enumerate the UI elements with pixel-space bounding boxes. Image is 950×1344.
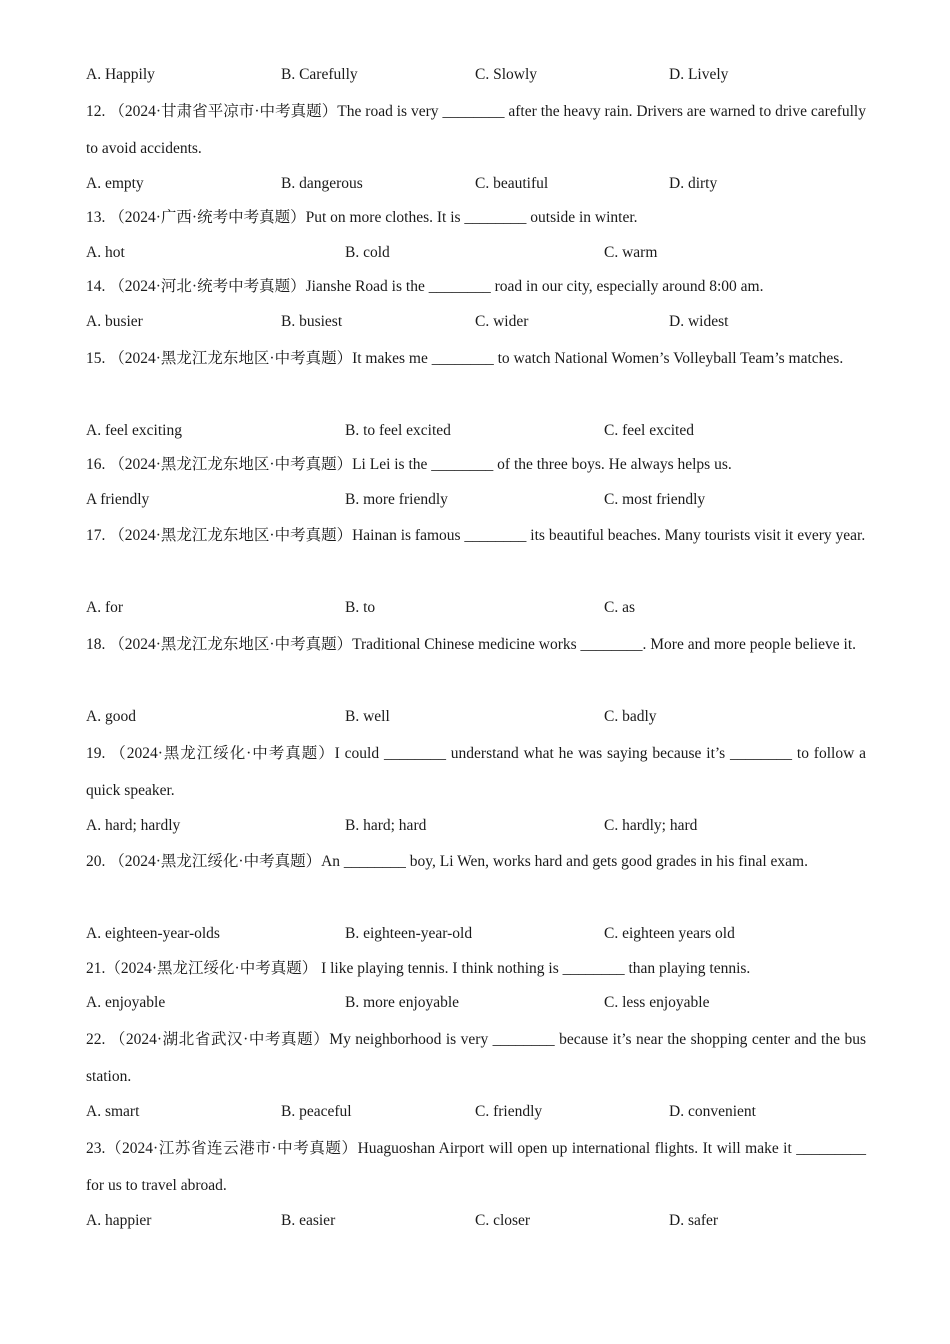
- question-text: 18. （2024·黑龙江龙东地区·中考真题）Traditional Chinese medicine works ________. More and more people believe it.: [86, 635, 857, 653]
- question-text: 22. （2024·湖北省武汉·中考真题）My neighborhood is very ________ because it’s near the shopping center and the bus station.: [86, 1030, 866, 1085]
- answer-options-row: [86, 809, 866, 844]
- answer-option: C. eighteen years old: [604, 925, 735, 943]
- answer-option: A. hard; hardly: [86, 816, 181, 834]
- answer-options-row: [86, 236, 866, 271]
- question-text: 21.（2024·黑龙江绥化·中考真题） I like playing tennis. I think nothing is ________ than playing tennis.: [86, 959, 751, 977]
- answer-option: D. widest: [669, 312, 729, 330]
- answer-option: C. friendly: [475, 1102, 543, 1120]
- answer-option: C. beautiful: [475, 174, 549, 192]
- answer-options-row: [86, 58, 866, 93]
- answer-option: C. less enjoyable: [604, 994, 710, 1012]
- question-text: 16. （2024·黑龙江龙东地区·中考真题）Li Lei is the ________ of the three boys. He always helps us.: [86, 456, 732, 474]
- answer-option: A. busier: [86, 312, 143, 330]
- answer-option: C. wider: [475, 312, 529, 330]
- answer-option: D. safer: [669, 1211, 719, 1229]
- question-text: 13. （2024·广西·统考中考真题）Put on more clothes. It is ________ outside in winter.: [86, 209, 638, 227]
- answer-option: B. busiest: [281, 312, 343, 330]
- answer-option: D. Lively: [669, 66, 729, 83]
- answer-option: B. peaceful: [281, 1102, 352, 1120]
- worksheet-page: [86, 58, 866, 1238]
- answer-option: A friendly: [86, 490, 150, 508]
- answer-option: B. more friendly: [345, 490, 448, 508]
- answer-options-row: [86, 700, 866, 735]
- answer-options-row: [86, 414, 866, 449]
- answer-options-row: [86, 483, 866, 518]
- answer-option: B. to: [345, 599, 376, 617]
- question-text: 19. （2024·黑龙江绥化·中考真题）I could ________ understand what he was saying because it’s ________ to follow a quick speaker.: [86, 744, 866, 799]
- answer-option: B. Carefully: [281, 66, 358, 83]
- answer-option: B. more enjoyable: [345, 994, 460, 1012]
- answer-option: B. well: [345, 707, 390, 725]
- answer-option: C. as: [604, 599, 635, 617]
- answer-options-row: [86, 986, 866, 1021]
- question-text: 14. （2024·河北·统考中考真题）Jianshe Road is the ________ road in our city, especially around 8:00 am.: [86, 278, 764, 296]
- answer-option: C. most friendly: [604, 490, 706, 508]
- answer-option: C. Slowly: [475, 66, 538, 83]
- answer-options-row: [86, 591, 866, 626]
- answer-options-row: [86, 917, 866, 952]
- answer-options-row: [86, 305, 866, 340]
- answer-option: B. eighteen-year-old: [345, 925, 473, 943]
- answer-option: B. hard; hard: [345, 816, 427, 834]
- answer-options-row: [86, 167, 866, 202]
- answer-option: B. easier: [281, 1211, 336, 1229]
- answer-option: A. eighteen-year-olds: [86, 925, 220, 943]
- answer-option: B. to feel excited: [345, 421, 451, 439]
- answer-option: A. enjoyable: [86, 994, 166, 1012]
- question-text: 23.（2024·江苏省连云港市·中考真题）Huaguoshan Airport will open up international flights. It will make it _________ for us to travel abroad.: [86, 1139, 866, 1194]
- answer-option: B. cold: [345, 243, 390, 261]
- answer-option: A. Happily: [86, 66, 155, 83]
- answer-option: B. dangerous: [281, 174, 363, 192]
- question-text: 15. （2024·黑龙江龙东地区·中考真题）It makes me ________ to watch National Women’s Volleyball Team’s matches.: [86, 349, 844, 367]
- answer-options-row: [86, 1204, 866, 1239]
- answer-option: A. hot: [86, 243, 125, 261]
- answer-option: A. good: [86, 707, 136, 725]
- answer-option: A. empty: [86, 174, 144, 192]
- answer-option: A. smart: [86, 1102, 140, 1120]
- answer-option: D. convenient: [669, 1102, 756, 1120]
- answer-option: A. happier: [86, 1211, 152, 1229]
- answer-option: A. for: [86, 599, 124, 617]
- question-text: 12. （2024·甘肃省平凉市·中考真题）The road is very ________ after the heavy rain. Drivers are warned to drive carefully to avoid accidents.: [86, 102, 866, 157]
- answer-option: A. feel exciting: [86, 421, 182, 439]
- answer-option: C. closer: [475, 1211, 531, 1229]
- answer-option: C. warm: [604, 243, 658, 261]
- answer-option: C. feel excited: [604, 421, 694, 439]
- answer-option: C. badly: [604, 707, 657, 725]
- question-text: 20. （2024·黑龙江绥化·中考真题）An ________ boy, Li Wen, works hard and gets good grades in his final exam.: [86, 853, 808, 871]
- answer-option: C. hardly; hard: [604, 816, 698, 834]
- question-text: 17. （2024·黑龙江龙东地区·中考真题）Hainan is famous ________ its beautiful beaches. Many tourists visit it every year.: [86, 527, 866, 545]
- answer-options-row: [86, 1095, 866, 1130]
- answer-option: D. dirty: [669, 174, 718, 192]
